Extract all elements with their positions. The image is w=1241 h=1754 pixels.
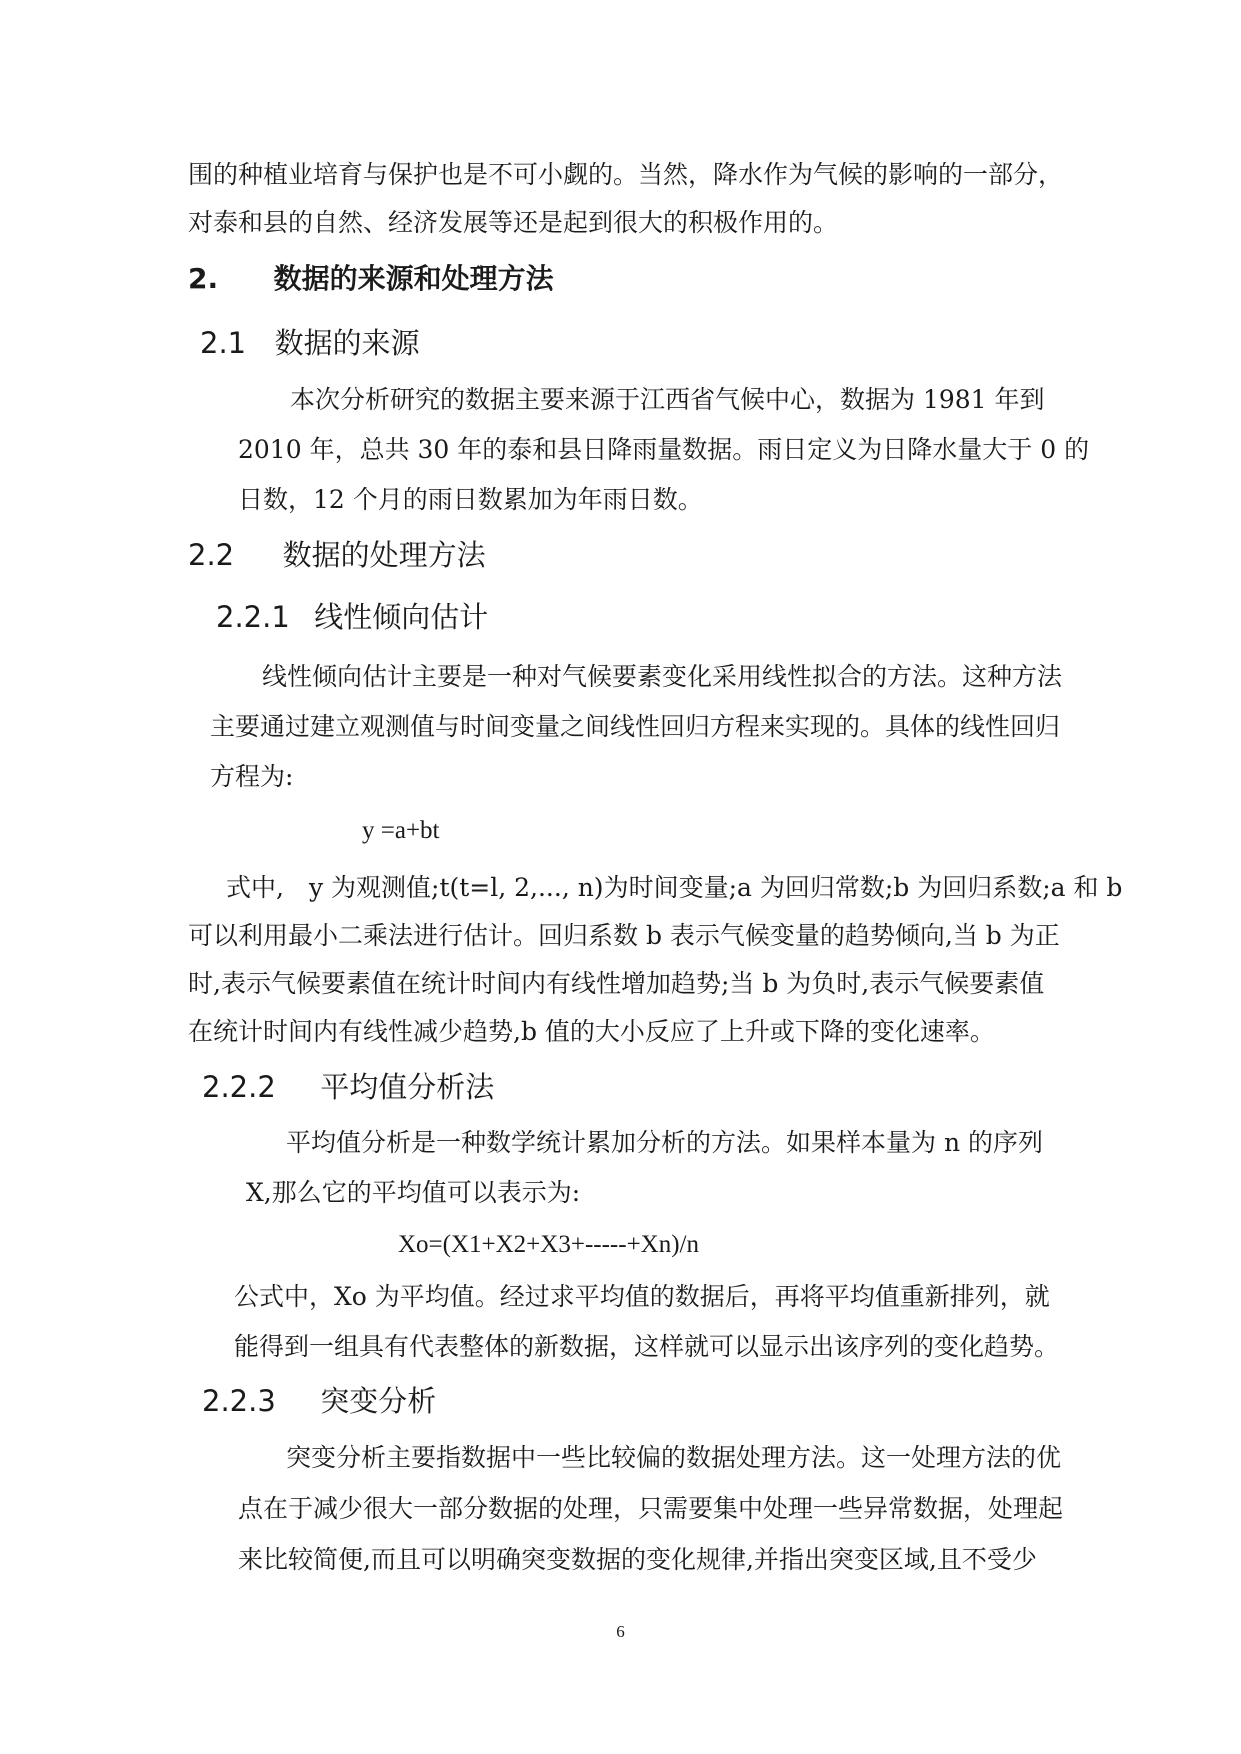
subsection-2-2-1-title: 线性倾向估计 (314, 600, 489, 634)
s2-1-line-3: 日数，12 个月的雨日数累加为年雨日数。 (238, 485, 703, 514)
s2-2-1-explain-4: 在统计时间内有线性减少趋势,b 值的大小反应了上升或下降的变化速率。 (188, 1017, 995, 1046)
subsection-2-1-number: 2.1 (200, 326, 247, 360)
subsection-2-2-2-heading (202, 1072, 494, 1102)
s2-2-2-explain-2: 能得到一组具有代表整体的新数据，这样就可以显示出该序列的变化趋势。 (234, 1332, 1060, 1361)
subsection-2-2-2-title: 平均值分析法 (320, 1070, 495, 1104)
s2-1-line-1: 本次分析研究的数据主要来源于江西省气候中心，数据为 1981 年到 (290, 385, 1045, 414)
subsection-2-2-1-number: 2.2.1 (216, 600, 290, 634)
subsection-2-1-heading (200, 328, 420, 358)
s2-2-1-line-3: 方程为: (210, 762, 294, 791)
subsection-2-2-3-title: 突变分析 (320, 1384, 437, 1418)
s2-2-2-explain-1: 公式中，Xo 为平均值。经过求平均值的数据后，再将平均值重新排列，就 (234, 1282, 1050, 1311)
s2-2-1-explain-2: 可以利用最小二乘法进行估计。回归系数 b 表示气候变量的趋势倾向,当 b 为正 (188, 921, 1060, 950)
subsection-2-1-title: 数据的来源 (274, 326, 420, 360)
subsection-2-2-3-number: 2.2.3 (202, 1384, 276, 1418)
subsection-2-2-heading (188, 540, 486, 570)
subsection-2-2-1-heading (216, 602, 488, 632)
formula-linear-regression: y =a+bt (362, 817, 440, 844)
s2-2-3-line-3: 来比较简便,而且可以明确突变数据的变化规律,并指出突变区域,且不受少 (238, 1545, 1037, 1574)
s2-2-1-line-1: 线性倾向估计主要是一种对气候要素变化采用线性拟合的方法。这种方法 (262, 662, 1063, 691)
subsection-2-2-number: 2.2 (188, 538, 235, 572)
subsection-2-2-2-number: 2.2.2 (202, 1070, 276, 1104)
formula-mean: Xo=(X1+X2+X3+-----+Xn)/n (398, 1231, 699, 1258)
s2-2-3-line-2: 点在于减少很大一部分数据的处理，只需要集中处理一些异常数据，处理起 (238, 1494, 1064, 1523)
s2-2-2-line-1: 平均值分析是一种数学统计累加分析的方法。如果样本量为 n 的序列 (286, 1128, 1043, 1157)
intro-line-2: 对泰和县的自然、经济发展等还是起到很大的积极作用的。 (188, 208, 839, 237)
s2-2-2-line-2: X,那么它的平均值可以表示为: (246, 1178, 581, 1207)
subsection-2-2-3-heading (202, 1386, 436, 1416)
page-number: 6 (616, 1622, 625, 1641)
s2-2-1-line-2: 主要通过建立观测值与时间变量之间线性回归方程来实现的。具体的线性回归 (210, 712, 1061, 741)
intro-line-1: 围的种植业培育与保护也是不可小觑的。当然，降水作为气候的影响的一部分， (188, 160, 1064, 189)
s2-2-3-line-1: 突变分析主要指数据中一些比较偏的数据处理方法。这一处理方法的优 (286, 1443, 1062, 1472)
section-2-number: 2. (188, 262, 219, 295)
section-2-title: 数据的来源和处理方法 (273, 262, 554, 295)
s2-2-1-explain-3: 时,表示气候要素值在统计时间内有线性增加趋势;当 b 为负时,表示气候要素值 (188, 969, 1045, 998)
section-2-heading (188, 264, 554, 294)
s2-1-line-2: 2010 年，总共 30 年的泰和县日降雨量数据。雨日定义为日降水量大于 0 的 (238, 435, 1090, 464)
s2-2-1-explain-1: 式中, y 为观测值;t(t=l, 2,..., n)为时间变量;a 为回归常数;b 为回归系数;a 和 b (226, 873, 1123, 902)
subsection-2-2-title: 数据的处理方法 (282, 538, 486, 572)
